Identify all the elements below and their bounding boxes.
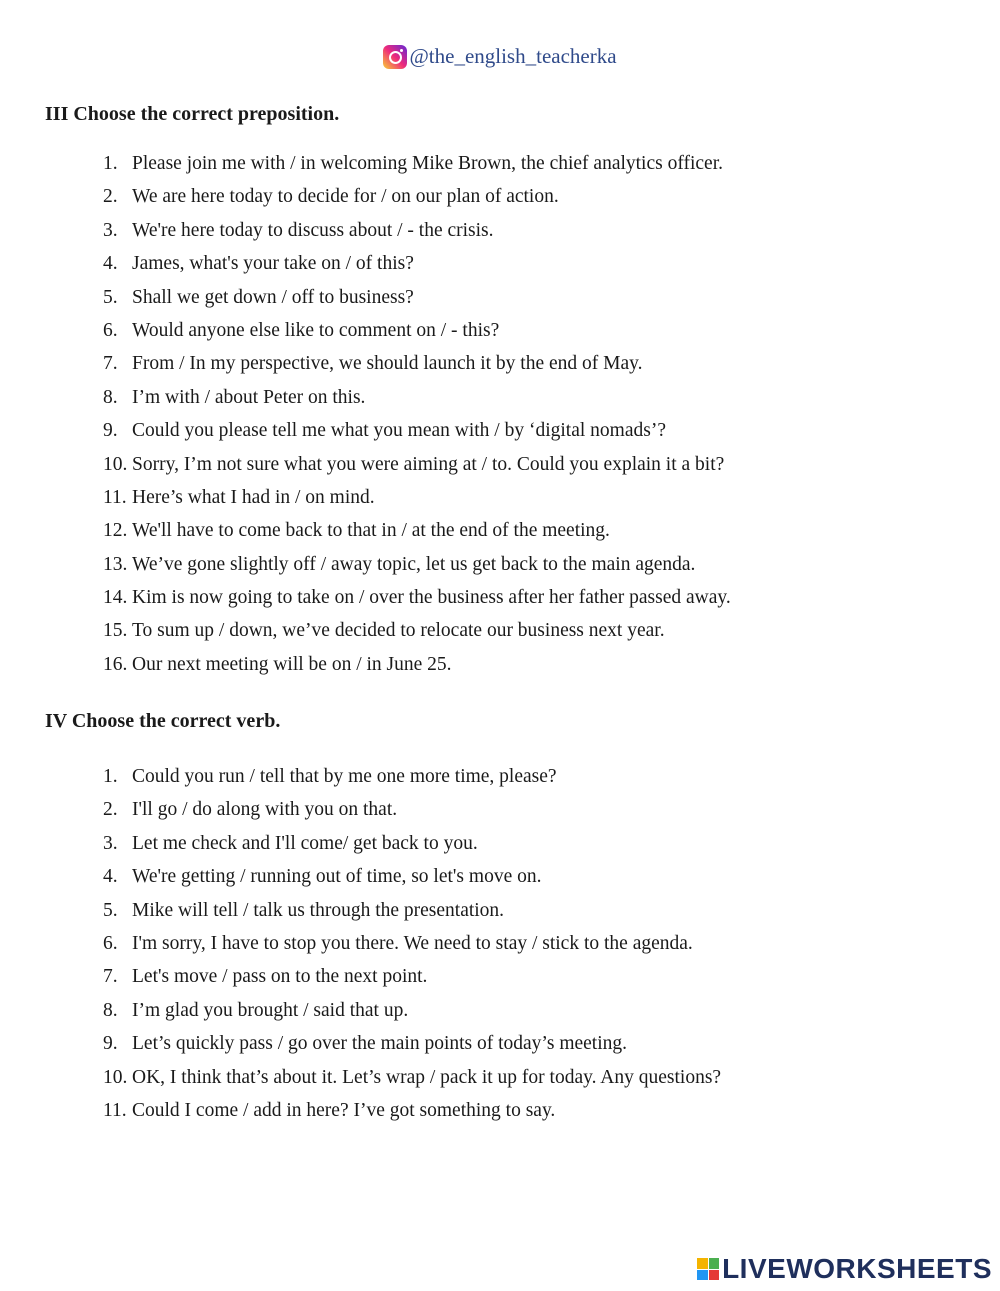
item-number-label: 5.: [103, 286, 118, 308]
item-number-label: 14.: [103, 587, 128, 609]
item-number-label: 3.: [103, 832, 118, 854]
item-number-label: 2.: [103, 799, 118, 821]
item-number: [0, 151, 132, 177]
item-text: Our next meeting will be on / in June 25.: [132, 653, 452, 675]
item-number: [0, 218, 132, 244]
list-item: [0, 864, 1000, 897]
item-text: Let me check and I'll come/ get back to you.: [132, 832, 478, 854]
item-number: [0, 552, 132, 578]
list-item: [0, 385, 1000, 418]
header: [0, 44, 1000, 69]
item-text: We’ve gone slightly off / away topic, let us get back to the main agenda.: [132, 553, 696, 575]
section-3-list: [0, 151, 1000, 685]
item-number: [0, 898, 132, 924]
liveworksheets-logo-icon: [697, 1258, 719, 1280]
item-number-label: 10.: [103, 1066, 128, 1088]
item-number-label: 12.: [103, 520, 128, 542]
item-number: [0, 797, 132, 823]
item-number: [0, 764, 132, 790]
item-number-label: 1.: [103, 766, 118, 787]
item-number-label: 2.: [103, 186, 118, 208]
list-item: [0, 898, 1000, 931]
item-text: I'll go / do along with you on that.: [132, 799, 398, 821]
list-item: [0, 518, 1000, 551]
item-number: [0, 864, 132, 890]
item-number: [0, 251, 132, 277]
item-text: James, what's your take on / of this?: [132, 253, 414, 275]
item-number-label: 8.: [103, 386, 118, 408]
item-number-label: 6.: [103, 319, 118, 341]
item-number: [0, 652, 132, 678]
list-item: [0, 485, 1000, 518]
list-item: [0, 351, 1000, 384]
item-number-label: 4.: [103, 866, 118, 888]
item-text: Let's move / pass on to the next point.: [132, 966, 428, 988]
list-item: [0, 1065, 1000, 1098]
item-text: We'll have to come back to that in / at the end of the meeting.: [132, 520, 610, 542]
item-number-label: 1.: [103, 153, 118, 174]
list-item: [0, 764, 1000, 797]
item-number-label: 16.: [103, 653, 128, 675]
list-item: [0, 318, 1000, 351]
list-item: [0, 585, 1000, 618]
item-text: Please join me with / in welcoming Mike Brown, the chief analytics officer.: [132, 153, 723, 174]
item-number-label: 10.: [103, 453, 128, 475]
item-text: Would anyone else like to comment on / - this?: [132, 319, 500, 341]
list-item: [0, 931, 1000, 964]
item-number-label: 3.: [103, 219, 118, 241]
list-item: [0, 151, 1000, 184]
item-text: I’m with / about Peter on this.: [132, 386, 366, 408]
instagram-icon: [383, 45, 407, 69]
item-number-label: 11.: [103, 1099, 127, 1121]
section-3-title: III Choose the correct preposition.: [45, 103, 340, 125]
item-number-label: 4.: [103, 253, 118, 275]
item-text: From / In my perspective, we should launch it by the end of May.: [132, 353, 643, 375]
item-number: [0, 964, 132, 990]
item-number: [0, 485, 132, 511]
liveworksheets-brand: LIVEWORKSHEETS: [722, 1253, 992, 1284]
list-item: [0, 218, 1000, 251]
list-item: [0, 184, 1000, 217]
list-item: [0, 998, 1000, 1031]
item-number: [0, 418, 132, 444]
item-number: [0, 518, 132, 544]
item-number: [0, 285, 132, 311]
logo-square: [709, 1270, 720, 1281]
item-number-label: 7.: [103, 353, 118, 375]
instagram-handle: @the_english_teacherka: [409, 44, 617, 68]
item-number: [0, 184, 132, 210]
list-item: [0, 251, 1000, 284]
list-item: [0, 618, 1000, 651]
section-4-list: [0, 764, 1000, 1131]
item-number: [0, 998, 132, 1024]
item-text: We're here today to discuss about / - the crisis.: [132, 219, 494, 241]
item-text: Shall we get down / off to business?: [132, 286, 414, 308]
list-item: [0, 285, 1000, 318]
item-text: We're getting / running out of time, so let's move on.: [132, 866, 542, 888]
item-number: [0, 618, 132, 644]
logo-square: [709, 1258, 720, 1269]
item-text: OK, I think that’s about it. Let’s wrap / pack it up for today. Any questions?: [132, 1066, 722, 1088]
liveworksheets-logo: [697, 1253, 992, 1285]
item-number: [0, 1065, 132, 1091]
list-item: [0, 1098, 1000, 1131]
item-number-label: 6.: [103, 932, 118, 954]
item-number-label: 5.: [103, 899, 118, 921]
item-number-label: 9.: [103, 420, 118, 442]
item-number: [0, 385, 132, 411]
list-item: [0, 964, 1000, 997]
list-item: [0, 797, 1000, 830]
item-number: [0, 585, 132, 611]
item-text: Here’s what I had in / on mind.: [132, 486, 375, 508]
item-number-label: 7.: [103, 966, 118, 988]
item-text: Kim is now going to take on / over the business after her father passed away.: [132, 587, 731, 609]
list-item: [0, 552, 1000, 585]
list-item: [0, 652, 1000, 685]
item-number: [0, 1031, 132, 1057]
list-item: [0, 452, 1000, 485]
item-text: To sum up / down, we’ve decided to relocate our business next year.: [132, 620, 665, 642]
item-number-label: 13.: [103, 553, 128, 575]
item-text: Mike will tell / talk us through the presentation.: [132, 899, 505, 921]
list-item: [0, 1031, 1000, 1064]
item-text: I'm sorry, I have to stop you there. We need to stay / stick to the agenda.: [132, 932, 693, 954]
item-text: I’m glad you brought / said that up.: [132, 999, 409, 1021]
item-number: [0, 318, 132, 344]
item-number: [0, 931, 132, 957]
item-number: [0, 1098, 132, 1124]
item-number: [0, 351, 132, 377]
item-text: Sorry, I’m not sure what you were aiming at / to. Could you explain it a bit?: [132, 453, 725, 475]
item-text: Could I come / add in here? I’ve got something to say.: [132, 1099, 556, 1121]
item-text: We are here today to decide for / on our plan of action.: [132, 186, 559, 208]
item-number-label: 15.: [103, 620, 128, 642]
section-4-title: IV Choose the correct verb.: [45, 710, 281, 732]
logo-square: [697, 1270, 708, 1281]
list-item: [0, 831, 1000, 864]
item-text: Let’s quickly pass / go over the main points of today’s meeting.: [132, 1033, 628, 1055]
item-number-label: 11.: [103, 486, 127, 508]
item-number-label: 9.: [103, 1033, 118, 1055]
item-number: [0, 831, 132, 857]
list-item: [0, 418, 1000, 451]
item-number: [0, 452, 132, 478]
item-text: Could you please tell me what you mean with / by ‘digital nomads’?: [132, 420, 666, 442]
item-number-label: 8.: [103, 999, 118, 1021]
item-text: Could you run / tell that by me one more time, please?: [132, 766, 557, 787]
logo-square: [697, 1258, 708, 1269]
